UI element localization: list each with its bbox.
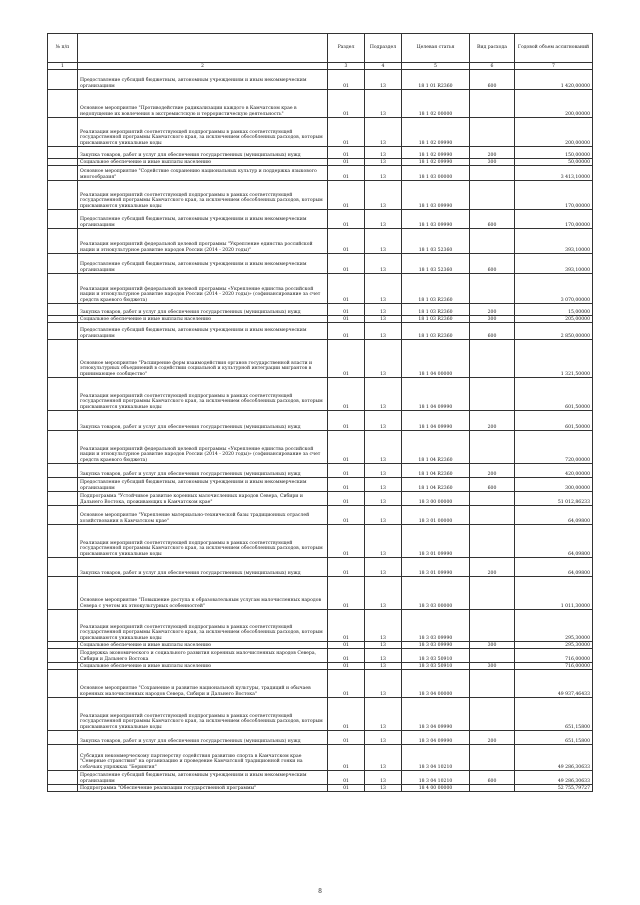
table-row	[48, 577, 593, 610]
row-amount: 1 011,30000	[515, 577, 593, 610]
row-name: Основное мероприятие "Противодействие радикализации каждого в Камчатском крае в недопущение их вовлечения в экстремистскую и террористическую деятельность"	[78, 90, 328, 118]
row-name: Реализация мероприятий соответствующей подпрограммы в рамках соответствующей государственной программы Камчатского края, за исключением обособленных расходов, которым присваиваются уникальные коды	[78, 118, 328, 147]
row-target-article: 18 3 04 10210	[402, 745, 470, 771]
row-razdel: 01	[328, 118, 365, 147]
row-expense-type	[470, 90, 515, 118]
row-target-article: 18 3 04 10210	[402, 771, 470, 785]
column-index: 2	[78, 63, 328, 70]
row-number	[48, 159, 78, 166]
row-target-article: 18 1 03 R2360	[402, 274, 470, 304]
table-body	[48, 70, 593, 792]
row-number	[48, 166, 78, 181]
row-expense-type	[470, 181, 515, 210]
table-row	[48, 378, 593, 411]
row-number	[48, 411, 78, 431]
row-target-article: 18 3 04 09990	[402, 731, 470, 745]
table-row	[48, 525, 593, 558]
table-row	[48, 785, 593, 792]
row-amount: 200,00000	[515, 90, 593, 118]
row-podrazdel: 13	[365, 464, 402, 478]
row-name: Реализация мероприятий соответствующей подпрограммы в рамках соответствующей государственной программы Камчатского края, за исключением обособленных расходов, которым присваиваются уникальные коды	[78, 610, 328, 642]
row-expense-type	[470, 229, 515, 254]
row-amount: 52 755,79727	[515, 785, 593, 792]
row-amount: 1 321,50000	[515, 340, 593, 378]
column-index: 7	[515, 63, 593, 70]
table-row	[48, 610, 593, 642]
row-number	[48, 642, 78, 649]
table-header-row	[48, 34, 593, 63]
row-number	[48, 745, 78, 771]
row-number	[48, 147, 78, 159]
row-number	[48, 90, 78, 118]
row-amount: 601,50000	[515, 411, 593, 431]
row-expense-type: 200	[470, 147, 515, 159]
column-index-row	[48, 63, 593, 70]
row-name: Реализация мероприятий соответствующей подпрограммы в рамках соответствующей государственной программы Камчатского края, за исключением обособленных расходов, которым присваиваются уникальные коды	[78, 181, 328, 210]
row-name: Социальное обеспечение и иные выплаты населению	[78, 159, 328, 166]
row-target-article: 18 1 04 00000	[402, 340, 470, 378]
row-amount: 64,09800	[515, 525, 593, 558]
row-podrazdel: 13	[365, 159, 402, 166]
row-razdel: 01	[328, 577, 365, 610]
row-name: Реализация мероприятий федеральной целевой программы «Укрепление единства российской нации и этнокультурное развитие народов России (2014 - 2020 годы)» (софинансирование за счет средств краевого бюджета)	[78, 431, 328, 464]
row-podrazdel: 13	[365, 166, 402, 181]
row-name: Закупка товаров, работ и услуг для обеспечения государственных (муниципальных) нужд	[78, 558, 328, 577]
header-annual-volume: Годовой объем ассигнований	[515, 34, 593, 63]
row-expense-type	[470, 745, 515, 771]
row-podrazdel: 13	[365, 378, 402, 411]
column-index: 6	[470, 63, 515, 70]
table-row	[48, 181, 593, 210]
row-amount: 1 420,00000	[515, 70, 593, 90]
row-target-article: 18 1 04 R2360	[402, 431, 470, 464]
row-name: Реализация мероприятий соответствующей подпрограммы в рамках соответствующей государственной программы Камчатского края, за исключением обособленных расходов, которым присваиваются уникальные коды	[78, 698, 328, 731]
row-razdel: 01	[328, 771, 365, 785]
row-expense-type: 600	[470, 70, 515, 90]
row-number	[48, 478, 78, 492]
row-expense-type: 600	[470, 771, 515, 785]
row-razdel: 01	[328, 210, 365, 229]
row-expense-type: 200	[470, 731, 515, 745]
row-name: Предоставление субсидий бюджетным, автономным учреждениям и иным некоммерческим организациям	[78, 771, 328, 785]
row-number	[48, 431, 78, 464]
row-razdel: 01	[328, 492, 365, 506]
row-amount: 50,00000	[515, 159, 593, 166]
row-expense-type	[470, 577, 515, 610]
table-row	[48, 478, 593, 492]
table-row	[48, 464, 593, 478]
row-number	[48, 304, 78, 316]
row-podrazdel: 13	[365, 431, 402, 464]
row-amount: 3 070,00000	[515, 274, 593, 304]
row-number	[48, 229, 78, 254]
row-podrazdel: 13	[365, 340, 402, 378]
row-podrazdel: 13	[365, 525, 402, 558]
row-podrazdel: 13	[365, 610, 402, 642]
row-amount: 720,00000	[515, 431, 593, 464]
row-name: Поддержка экономического и социального развития коренных малочисленных народов Севера, Сибири и Дальнего Востока	[78, 649, 328, 663]
row-number	[48, 698, 78, 731]
row-amount: 64,09800	[515, 558, 593, 577]
row-podrazdel: 13	[365, 304, 402, 316]
row-target-article: 18 3 01 09990	[402, 558, 470, 577]
table-row	[48, 159, 593, 166]
row-podrazdel: 13	[365, 181, 402, 210]
row-target-article: 18 3 03 09990	[402, 642, 470, 649]
row-razdel: 01	[328, 316, 365, 323]
row-amount: 651,15800	[515, 698, 593, 731]
row-name: Предоставление субсидий бюджетным, автономным учреждениям и иным некоммерческим организациям	[78, 70, 328, 90]
row-number	[48, 771, 78, 785]
row-target-article: 18 1 04 09990	[402, 378, 470, 411]
table-row	[48, 90, 593, 118]
row-amount: 716,00000	[515, 649, 593, 663]
row-name: Закупка товаров, работ и услуг для обеспечения государственных (муниципальных) нужд	[78, 147, 328, 159]
row-expense-type: 300	[470, 663, 515, 670]
row-amount: 170,00000	[515, 210, 593, 229]
row-razdel: 01	[328, 785, 365, 792]
row-amount: 420,00000	[515, 464, 593, 478]
row-name: Закупка товаров, работ и услуг для обеспечения государственных (муниципальных) нужд	[78, 731, 328, 745]
row-amount: 49 286,30633	[515, 771, 593, 785]
row-razdel: 01	[328, 254, 365, 274]
row-razdel: 01	[328, 229, 365, 254]
row-target-article: 18 3 04 09990	[402, 698, 470, 731]
row-name: Закупка товаров, работ и услуг для обеспечения государственных (муниципальных) нужд	[78, 411, 328, 431]
row-razdel: 01	[328, 181, 365, 210]
row-podrazdel: 13	[365, 323, 402, 340]
row-target-article: 18 1 04 09990	[402, 411, 470, 431]
row-target-article: 18 1 03 R2360	[402, 316, 470, 323]
row-name: Предоставление субсидий бюджетным, автономным учреждениям и иным некоммерческим организациям	[78, 478, 328, 492]
row-name: Реализация мероприятий соответствующей подпрограммы в рамках соответствующей государственной программы Камчатского края, за исключением обособленных расходов, которым присваиваются уникальные коды	[78, 525, 328, 558]
table-row	[48, 558, 593, 577]
row-expense-type: 200	[470, 464, 515, 478]
row-amount: 601,50000	[515, 378, 593, 411]
column-index: 4	[365, 63, 402, 70]
row-razdel: 01	[328, 464, 365, 478]
row-razdel: 01	[328, 663, 365, 670]
row-amount: 49 937,46433	[515, 670, 593, 698]
row-target-article: 18 1 03 09990	[402, 181, 470, 210]
table-row	[48, 166, 593, 181]
header-name	[78, 34, 328, 63]
row-target-article: 18 3 01 09990	[402, 525, 470, 558]
row-number	[48, 316, 78, 323]
header-target-article: Целевая статья	[402, 34, 470, 63]
row-amount: 295,30000	[515, 610, 593, 642]
row-target-article: 18 3 03 00000	[402, 577, 470, 610]
row-target-article: 18 4 00 00000	[402, 785, 470, 792]
row-number	[48, 254, 78, 274]
row-razdel: 01	[328, 159, 365, 166]
row-expense-type	[470, 492, 515, 506]
row-name: Предоставление субсидий бюджетным, автономным учреждениям и иным некоммерческим организациям	[78, 210, 328, 229]
row-podrazdel: 13	[365, 254, 402, 274]
table-row	[48, 698, 593, 731]
row-podrazdel: 13	[365, 649, 402, 663]
budget-table	[47, 33, 593, 792]
table-row	[48, 229, 593, 254]
row-name: Закупка товаров, работ и услуг для обеспечения государственных (муниципальных) нужд	[78, 464, 328, 478]
row-podrazdel: 13	[365, 274, 402, 304]
row-target-article: 18 1 03 00000	[402, 166, 470, 181]
row-expense-type	[470, 118, 515, 147]
row-expense-type: 200	[470, 304, 515, 316]
row-amount: 393,10000	[515, 254, 593, 274]
row-expense-type	[470, 340, 515, 378]
row-expense-type	[470, 166, 515, 181]
row-amount: 651,15800	[515, 731, 593, 745]
table-row	[48, 118, 593, 147]
row-name: Социальное обеспечение и иные выплаты населению	[78, 316, 328, 323]
row-number	[48, 731, 78, 745]
row-name: Подпрограмма "Обеспечение реализации государственной программы"	[78, 785, 328, 792]
row-expense-type: 600	[470, 323, 515, 340]
row-name: Социальное обеспечение и иные выплаты населению	[78, 663, 328, 670]
row-razdel: 01	[328, 378, 365, 411]
row-name: Реализация мероприятий соответствующей подпрограммы в рамках соответствующей государственной программы Камчатского края, за исключением обособленных расходов, которым присваиваются уникальные коды	[78, 378, 328, 411]
row-target-article: 18 3 04 00000	[402, 670, 470, 698]
row-name: Основное мероприятие "Содействие сохранению национальных культур и поддержка языкового многообразия"	[78, 166, 328, 181]
row-expense-type	[470, 670, 515, 698]
row-expense-type	[470, 610, 515, 642]
row-podrazdel: 13	[365, 70, 402, 90]
row-razdel: 01	[328, 70, 365, 90]
row-number	[48, 181, 78, 210]
row-target-article: 18 1 03 52360	[402, 229, 470, 254]
table-row	[48, 316, 593, 323]
row-number	[48, 70, 78, 90]
row-podrazdel: 13	[365, 785, 402, 792]
row-name: Закупка товаров, работ и услуг для обеспечения государственных (муниципальных) нужд	[78, 304, 328, 316]
page-number: 8	[318, 888, 322, 895]
table-row	[48, 506, 593, 525]
row-amount: 170,00000	[515, 181, 593, 210]
row-number	[48, 274, 78, 304]
row-number	[48, 492, 78, 506]
row-target-article: 18 1 02 09990	[402, 159, 470, 166]
row-amount: 2 850,00000	[515, 323, 593, 340]
row-target-article: 18 3 01 00000	[402, 506, 470, 525]
row-amount: 150,00000	[515, 147, 593, 159]
row-target-article: 18 1 01 R2360	[402, 70, 470, 90]
row-podrazdel: 13	[365, 745, 402, 771]
row-name: Основное мероприятие "Повышение доступа к образовательным услугам малочисленных народов Севера с учетом их этнокультурных особенностей"	[78, 577, 328, 610]
row-target-article: 18 3 03 50910	[402, 649, 470, 663]
row-number	[48, 506, 78, 525]
table-row	[48, 649, 593, 663]
row-amount: 716,00000	[515, 663, 593, 670]
table-row	[48, 745, 593, 771]
row-expense-type: 300	[470, 316, 515, 323]
row-expense-type	[470, 649, 515, 663]
row-target-article: 18 1 03 09990	[402, 210, 470, 229]
row-podrazdel: 13	[365, 229, 402, 254]
row-razdel: 01	[328, 166, 365, 181]
row-expense-type: 300	[470, 159, 515, 166]
row-number	[48, 610, 78, 642]
row-razdel: 01	[328, 411, 365, 431]
column-index: 1	[48, 63, 78, 70]
row-expense-type: 200	[470, 411, 515, 431]
column-index: 3	[328, 63, 365, 70]
row-number	[48, 649, 78, 663]
row-podrazdel: 13	[365, 492, 402, 506]
row-podrazdel: 13	[365, 316, 402, 323]
row-number	[48, 378, 78, 411]
row-name: Основное мероприятие "Сохранение и развитие национальной культуры, традиций и обычаев коренных малочисленных народов Севера, Сибири и Дальнего Востока"	[78, 670, 328, 698]
table-row	[48, 340, 593, 378]
table-row	[48, 731, 593, 745]
row-name: Социальное обеспечение и иные выплаты населению	[78, 642, 328, 649]
row-razdel: 01	[328, 745, 365, 771]
table-row	[48, 304, 593, 316]
row-razdel: 01	[328, 323, 365, 340]
table-row	[48, 274, 593, 304]
row-expense-type: 600	[470, 254, 515, 274]
row-amount: 3 413,10000	[515, 166, 593, 181]
row-target-article: 18 1 04 R2360	[402, 464, 470, 478]
table-row	[48, 642, 593, 649]
row-podrazdel: 13	[365, 558, 402, 577]
row-amount: 15,00000	[515, 304, 593, 316]
table-row	[48, 663, 593, 670]
row-number	[48, 118, 78, 147]
row-expense-type	[470, 506, 515, 525]
row-razdel: 01	[328, 431, 365, 464]
row-amount: 49 286,30633	[515, 745, 593, 771]
row-target-article: 18 1 03 R2360	[402, 304, 470, 316]
row-expense-type	[470, 431, 515, 464]
row-number	[48, 785, 78, 792]
row-razdel: 01	[328, 478, 365, 492]
table-row	[48, 210, 593, 229]
row-razdel: 01	[328, 274, 365, 304]
table-row	[48, 431, 593, 464]
row-target-article: 18 1 02 00000	[402, 90, 470, 118]
row-target-article: 18 1 04 R2360	[402, 478, 470, 492]
row-razdel: 01	[328, 610, 365, 642]
row-target-article: 18 3 03 50910	[402, 663, 470, 670]
row-razdel: 01	[328, 525, 365, 558]
row-name: Предоставление субсидий бюджетным, автономным учреждениям и иным некоммерческим организациям	[78, 254, 328, 274]
row-podrazdel: 13	[365, 577, 402, 610]
row-razdel: 01	[328, 698, 365, 731]
row-expense-type	[470, 525, 515, 558]
row-number	[48, 663, 78, 670]
row-expense-type	[470, 785, 515, 792]
row-expense-type	[470, 698, 515, 731]
row-number	[48, 210, 78, 229]
row-amount: 64,09800	[515, 506, 593, 525]
row-number	[48, 558, 78, 577]
row-name: Основное мероприятие "Расширение форм взаимодействия органов государственной власти и этнокультурных объединений в содействии социальной и культурной интеграции мигрантов в принимающее сообщество"	[78, 340, 328, 378]
row-amount: 200,00000	[515, 118, 593, 147]
row-podrazdel: 13	[365, 210, 402, 229]
row-razdel: 01	[328, 558, 365, 577]
row-podrazdel: 13	[365, 731, 402, 745]
row-name: Основное мероприятие "Укрепление материально-технической базы традиционных отраслей хозяйствования в Камчатском крае"	[78, 506, 328, 525]
table-row	[48, 323, 593, 340]
header-expense-type: Вид расхода	[470, 34, 515, 63]
row-number	[48, 525, 78, 558]
row-name: Предоставление субсидий бюджетным, автономным учреждениям и иным некоммерческим организациям	[78, 323, 328, 340]
row-number	[48, 577, 78, 610]
table-row	[48, 70, 593, 90]
row-podrazdel: 13	[365, 118, 402, 147]
row-target-article: 18 3 00 00000	[402, 492, 470, 506]
table-row	[48, 771, 593, 785]
row-amount: 393,10000	[515, 229, 593, 254]
row-number	[48, 323, 78, 340]
row-razdel: 01	[328, 731, 365, 745]
row-number	[48, 340, 78, 378]
row-amount: 295,30000	[515, 642, 593, 649]
row-razdel: 01	[328, 147, 365, 159]
table-row	[48, 147, 593, 159]
row-expense-type	[470, 378, 515, 411]
row-razdel: 01	[328, 340, 365, 378]
row-name: Реализация мероприятий федеральной целевой программы "Укрепление единства российской нации и этнокультурное развитие народов России (2014 - 2020 годы)"	[78, 229, 328, 254]
row-number	[48, 670, 78, 698]
row-podrazdel: 13	[365, 506, 402, 525]
table-row	[48, 254, 593, 274]
table-row	[48, 411, 593, 431]
row-amount: 205,00000	[515, 316, 593, 323]
row-number	[48, 464, 78, 478]
row-target-article: 18 1 03 52360	[402, 254, 470, 274]
row-expense-type	[470, 274, 515, 304]
row-razdel: 01	[328, 670, 365, 698]
row-expense-type: 600	[470, 478, 515, 492]
row-podrazdel: 13	[365, 478, 402, 492]
row-podrazdel: 13	[365, 411, 402, 431]
row-expense-type: 200	[470, 558, 515, 577]
table-row	[48, 492, 593, 506]
row-name: Субсидия некоммерческому партнерству содействия развитию спорта в Камчатском крае "Северные странствия" на организацию и проведение Камчатской традиционной гонки на собачьих упряжках "Берингия"	[78, 745, 328, 771]
header-podrazdel: Подраздел	[365, 34, 402, 63]
row-amount: 51 012,86233	[515, 492, 593, 506]
header-razdel: Раздел	[328, 34, 365, 63]
table-row	[48, 670, 593, 698]
row-podrazdel: 13	[365, 698, 402, 731]
row-podrazdel: 13	[365, 663, 402, 670]
row-razdel: 01	[328, 506, 365, 525]
row-expense-type: 600	[470, 210, 515, 229]
row-razdel: 01	[328, 304, 365, 316]
row-target-article: 18 1 02 09990	[402, 118, 470, 147]
row-target-article: 18 1 03 R2360	[402, 323, 470, 340]
row-razdel: 01	[328, 90, 365, 118]
row-amount: 300,00000	[515, 478, 593, 492]
row-podrazdel: 13	[365, 90, 402, 118]
row-razdel: 01	[328, 649, 365, 663]
row-podrazdel: 13	[365, 642, 402, 649]
row-razdel: 01	[328, 642, 365, 649]
row-podrazdel: 13	[365, 147, 402, 159]
column-index: 5	[402, 63, 470, 70]
row-name: Подпрограмма "Устойчивое развитие коренных малочисленных народов Севера, Сибири и Дальнего Востока, проживающих в Камчатском крае"	[78, 492, 328, 506]
row-podrazdel: 13	[365, 771, 402, 785]
header-number: № п/п	[48, 34, 78, 63]
row-expense-type: 300	[470, 642, 515, 649]
row-podrazdel: 13	[365, 670, 402, 698]
row-target-article: 18 3 03 09990	[402, 610, 470, 642]
row-name: Реализация мероприятий федеральной целевой программы «Укрепление единства российской нации и этнокультурное развитие народов России (2014 - 2020 годы)» (софинансирование за счет средств краевого бюджета)	[78, 274, 328, 304]
row-target-article: 18 1 02 09990	[402, 147, 470, 159]
